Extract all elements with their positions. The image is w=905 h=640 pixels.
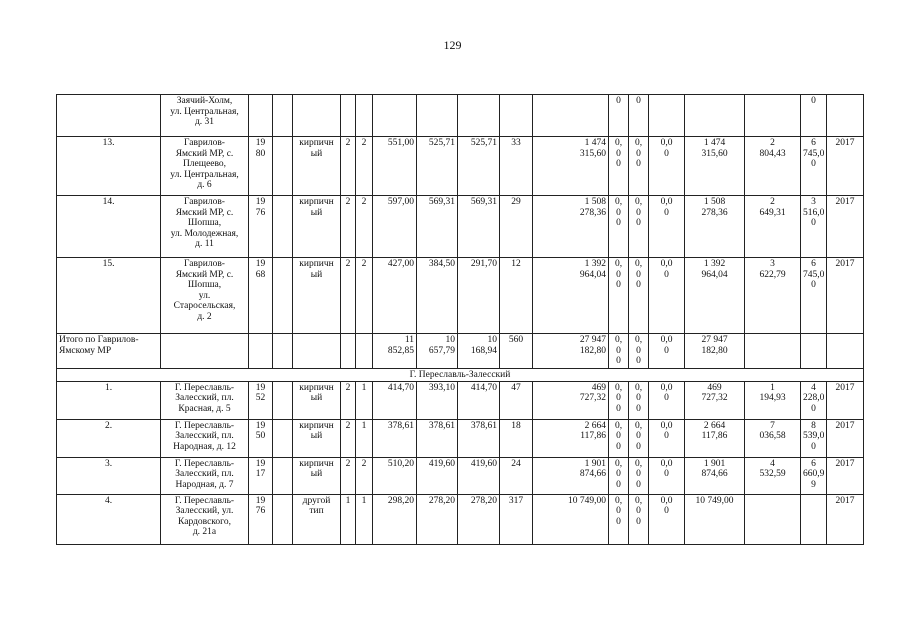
fund-b: 0, 0 0: [629, 196, 649, 258]
year: 19 68: [249, 258, 273, 334]
address: Гаврилов- Ямский МР, с. Шопша, ул. Молодежная, д. 11: [161, 196, 249, 258]
total-area: 551,00: [373, 137, 417, 196]
fund-c: [649, 95, 685, 137]
cost-total: 27 947 182,80: [533, 334, 609, 369]
address: Г. Переславль- Залесский, ул. Кардовского, д. 21а: [161, 494, 249, 544]
wall-material: [293, 95, 341, 137]
table-row: [57, 196, 864, 258]
limit-cost: 3 516,0 0: [801, 196, 827, 258]
table-cell: [273, 334, 293, 369]
year: [249, 95, 273, 137]
residents: 560: [500, 334, 533, 369]
year-plan: 2017: [827, 381, 864, 419]
table-row: [57, 258, 864, 334]
cost-total: 1 392 964,04: [533, 258, 609, 334]
cost-per-m2: 3 622,79: [745, 258, 801, 334]
table-row: [57, 137, 864, 196]
limit-cost: 8 539,0 0: [801, 419, 827, 457]
entrances: 2: [356, 258, 373, 334]
year: 19 52: [249, 381, 273, 419]
cost-per-m2: 2 804,43: [745, 137, 801, 196]
table-row: [57, 381, 864, 419]
residents: 18: [500, 419, 533, 457]
data-table: [56, 94, 864, 545]
area-b: 10 168,94: [458, 334, 500, 369]
cost-total: 1 474 315,60: [533, 137, 609, 196]
fund-a: 0, 0 0: [609, 196, 629, 258]
cost-per-m2: [745, 334, 801, 369]
fund-c: 0,0 0: [649, 196, 685, 258]
address: Гаврилов- Ямский МР, с. Шопша, ул. Старосельская, д. 2: [161, 258, 249, 334]
floors: 1: [341, 494, 356, 544]
table-row: [57, 419, 864, 457]
wall-material: кирпичн ый: [293, 258, 341, 334]
fund-d: 2 664 117,86: [685, 419, 745, 457]
year: 19 17: [249, 457, 273, 494]
total-area: 427,00: [373, 258, 417, 334]
table-cell: [161, 334, 249, 369]
area-a: 384,50: [417, 258, 458, 334]
address: Г. Переславль- Залесский, пл. Народная, д. 7: [161, 457, 249, 494]
fund-b: 0, 0 0: [629, 457, 649, 494]
year-plan: [827, 334, 864, 369]
year-plan: [827, 95, 864, 137]
fund-b: 0, 0 0: [629, 258, 649, 334]
entrances: 2: [356, 137, 373, 196]
page-number: 129: [443, 38, 462, 52]
blank-col: [273, 419, 293, 457]
cost-total: 1 508 278,36: [533, 196, 609, 258]
table-row: [57, 457, 864, 494]
entrances: 1: [356, 494, 373, 544]
address: Гаврилов- Ямский МР, с. Плещеево, ул. Центральная, д. 6: [161, 137, 249, 196]
total-area: 414,70: [373, 381, 417, 419]
fund-b: 0, 0 0: [629, 137, 649, 196]
year: 19 76: [249, 494, 273, 544]
wall-material: кирпичн ый: [293, 196, 341, 258]
wall-material: кирпичн ый: [293, 457, 341, 494]
fund-c: 0,0 0: [649, 419, 685, 457]
residents: 317: [500, 494, 533, 544]
fund-a: 0, 0 0: [609, 137, 629, 196]
cost-total: 469 727,32: [533, 381, 609, 419]
table-cell: [341, 334, 356, 369]
area-a: 278,20: [417, 494, 458, 544]
area-b: 419,60: [458, 457, 500, 494]
year: 19 80: [249, 137, 273, 196]
entrances: 2: [356, 457, 373, 494]
row-number: 13.: [57, 137, 161, 196]
area-a: 569,31: [417, 196, 458, 258]
floors: 2: [341, 457, 356, 494]
floors: 2: [341, 196, 356, 258]
floors: 2: [341, 137, 356, 196]
total-row: [57, 334, 864, 369]
address: Г. Переславль- Залесский, пл. Красная, д. 5: [161, 381, 249, 419]
residents: 24: [500, 457, 533, 494]
address: Г. Переславль- Залесский, пл. Народная, д. 12: [161, 419, 249, 457]
wall-material: кирпичн ый: [293, 137, 341, 196]
blank-col: [273, 494, 293, 544]
limit-cost: 6 745,0 0: [801, 258, 827, 334]
fund-a: 0, 0 0: [609, 334, 629, 369]
fund-d: 1 508 278,36: [685, 196, 745, 258]
fund-a: 0, 0 0: [609, 457, 629, 494]
table-cell: [249, 334, 273, 369]
fund-c: 0,0 0: [649, 137, 685, 196]
fund-d: 469 727,32: [685, 381, 745, 419]
fund-d: [685, 95, 745, 137]
cost-per-m2: 1 194,93: [745, 381, 801, 419]
floors: [341, 95, 356, 137]
year: 19 50: [249, 419, 273, 457]
row-number: 2.: [57, 419, 161, 457]
blank-col: [273, 457, 293, 494]
year-plan: 2017: [827, 419, 864, 457]
fund-a: 0, 0 0: [609, 494, 629, 544]
fund-b: 0, 0 0: [629, 381, 649, 419]
row-number: 15.: [57, 258, 161, 334]
section-title: Г. Переславль-Залесский: [57, 369, 864, 382]
area-b: 378,61: [458, 419, 500, 457]
row-number: 3.: [57, 457, 161, 494]
cost-per-m2: 2 649,31: [745, 196, 801, 258]
cost-per-m2: 4 532,59: [745, 457, 801, 494]
fund-a: 0, 0 0: [609, 381, 629, 419]
year: 19 76: [249, 196, 273, 258]
limit-cost: [801, 334, 827, 369]
wall-material: кирпичн ый: [293, 381, 341, 419]
blank-col: [273, 137, 293, 196]
blank-col: [273, 258, 293, 334]
fund-b: 0: [629, 95, 649, 137]
cost-total: 10 749,00: [533, 494, 609, 544]
area-a: 10 657,79: [417, 334, 458, 369]
blank-col: [273, 196, 293, 258]
total-area: [373, 95, 417, 137]
fund-d: 10 749,00: [685, 494, 745, 544]
blank-col: [273, 95, 293, 137]
fund-a: 0: [609, 95, 629, 137]
fund-c: 0,0 0: [649, 381, 685, 419]
table-row: [57, 494, 864, 544]
residents: [500, 95, 533, 137]
total-area: 298,20: [373, 494, 417, 544]
fund-b: 0, 0 0: [629, 334, 649, 369]
year-plan: 2017: [827, 258, 864, 334]
table-row: [57, 95, 864, 137]
area-a: [417, 95, 458, 137]
area-b: 525,71: [458, 137, 500, 196]
cost-total: [533, 95, 609, 137]
cost-per-m2: [745, 95, 801, 137]
area-a: 393,10: [417, 381, 458, 419]
year-plan: 2017: [827, 457, 864, 494]
cost-total: 2 664 117,86: [533, 419, 609, 457]
table-cell: [293, 334, 341, 369]
total-area: 11 852,85: [373, 334, 417, 369]
row-number: 1.: [57, 381, 161, 419]
limit-cost: 0: [801, 95, 827, 137]
total-area: 510,20: [373, 457, 417, 494]
total-area: 378,61: [373, 419, 417, 457]
limit-cost: 4 228,0 0: [801, 381, 827, 419]
fund-d: 1 392 964,04: [685, 258, 745, 334]
floors: 2: [341, 419, 356, 457]
address: Заячий-Холм, ул. Центральная, д. 31: [161, 95, 249, 137]
residents: 12: [500, 258, 533, 334]
section-row: [57, 369, 864, 382]
limit-cost: [801, 494, 827, 544]
total-area: 597,00: [373, 196, 417, 258]
row-number: 14.: [57, 196, 161, 258]
area-b: 414,70: [458, 381, 500, 419]
fund-c: 0,0 0: [649, 258, 685, 334]
fund-d: 1 901 874,66: [685, 457, 745, 494]
cost-total: 1 901 874,66: [533, 457, 609, 494]
fund-a: 0, 0 0: [609, 258, 629, 334]
entrances: 2: [356, 196, 373, 258]
floors: 2: [341, 381, 356, 419]
limit-cost: 6 745,0 0: [801, 137, 827, 196]
cost-per-m2: [745, 494, 801, 544]
area-a: 419,60: [417, 457, 458, 494]
wall-material: другой тип: [293, 494, 341, 544]
fund-b: 0, 0 0: [629, 494, 649, 544]
area-b: [458, 95, 500, 137]
fund-a: 0, 0 0: [609, 419, 629, 457]
year-plan: 2017: [827, 196, 864, 258]
residents: 33: [500, 137, 533, 196]
year-plan: 2017: [827, 137, 864, 196]
area-b: 291,70: [458, 258, 500, 334]
row-number: 4.: [57, 494, 161, 544]
area-a: 378,61: [417, 419, 458, 457]
row-number: [57, 95, 161, 137]
cost-per-m2: 7 036,58: [745, 419, 801, 457]
area-a: 525,71: [417, 137, 458, 196]
wall-material: кирпичн ый: [293, 419, 341, 457]
fund-d: 1 474 315,60: [685, 137, 745, 196]
table-cell: [356, 334, 373, 369]
fund-c: 0,0 0: [649, 457, 685, 494]
limit-cost: 6 660,9 9: [801, 457, 827, 494]
entrances: [356, 95, 373, 137]
entrances: 1: [356, 381, 373, 419]
residents: 47: [500, 381, 533, 419]
fund-c: 0,0 0: [649, 494, 685, 544]
area-b: 278,20: [458, 494, 500, 544]
residents: 29: [500, 196, 533, 258]
fund-b: 0, 0 0: [629, 419, 649, 457]
floors: 2: [341, 258, 356, 334]
fund-c: 0,0 0: [649, 334, 685, 369]
blank-col: [273, 381, 293, 419]
fund-d: 27 947 182,80: [685, 334, 745, 369]
area-b: 569,31: [458, 196, 500, 258]
year-plan: 2017: [827, 494, 864, 544]
total-label: Итого по Гаврилов- Ямскому МР: [57, 334, 161, 369]
entrances: 1: [356, 419, 373, 457]
